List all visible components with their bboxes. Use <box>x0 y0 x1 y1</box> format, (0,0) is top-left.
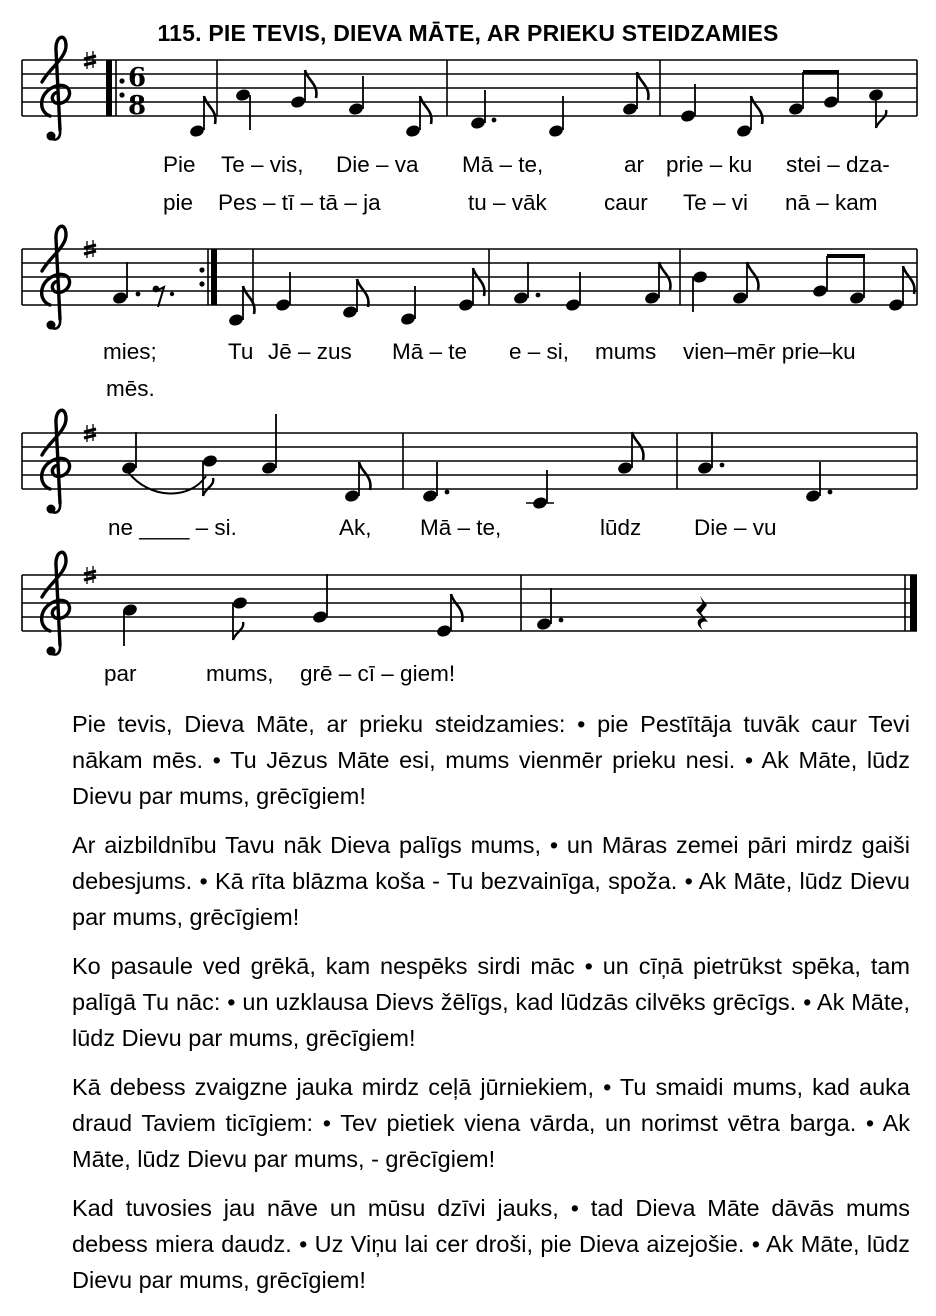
verse-2: Ar aizbildnību Tavu nāk Dieva palīgs mums, • un Māras zemei pāri mirdz gaiši debesjums. • Kā rīta blāzma koša - Tu bezvainīga, spoža. • Ak Māte, lūdz Dievu par mums, grēcīgiem! <box>72 832 910 930</box>
lyric-syllable: Te – vi <box>683 190 749 215</box>
verse-1: Pie tevis, Dieva Māte, ar prieku steidzamies: • pie Pestītāja tuvāk caur Tevi nākam mēs. • Tu Jēzus Māte esi, mums vienmēr prieku nesi. • Ak Māte, lūdz Dievu par mums, grēcīgiem! <box>72 711 910 809</box>
verse-list <box>72 706 910 1311</box>
lyric-syllable: par <box>104 661 137 686</box>
verse-5: Kad tuvosies jau nāve un mūsu dzīvi jauks, • tad Dieva Māte dāvās mums debess miera daudz. • Uz Viņu lai cer droši, pie Dieva aizejošie. • Ak Māte, lūdz Dievu par mums, grēcīgiem! <box>72 1195 910 1293</box>
lyric-syllable: vien–mēr prie–ku <box>683 339 856 364</box>
staff-system-4 <box>22 552 917 655</box>
staff-system-1 <box>22 37 917 140</box>
lyric-syllable: mums <box>595 339 657 364</box>
lyric-syllable: tu – vāk <box>468 190 547 215</box>
lyric-syllable: Mā – te <box>392 339 468 364</box>
lyric-syllable: ne ____ – si. <box>108 515 237 540</box>
lyric-syllable: caur <box>604 190 648 215</box>
lyric-syllable: lūdz <box>600 515 642 540</box>
verse-4: Kā debess zvaigzne jauka mirdz ceļā jūrniekiem, • Tu smaidi mums, kad auka draud Taviem ticīgiem: • Tev pietiek viena vārda, un norimst vētra barga. • Ak Māte, lūdz Dievu par mums, - grēcīgiem! <box>72 1074 910 1172</box>
lyric-syllable: Die – va <box>336 152 419 177</box>
verse-3: Ko pasaule ved grēkā, kam nespēks sirdi māc • un cīņā pietrūkst spēka, tam palīgā Tu nāc: • un uzklausa Dievs žēlīgs, kad lūdzās cilvēks grēcīgs. • Ak Māte, lūdz Dievu par mums, grēcīgiem! <box>72 953 910 1051</box>
time-signature-numerator: 6 <box>128 63 147 93</box>
lyric-syllable: pie <box>163 190 194 215</box>
lyric-syllable: prie – ku <box>666 152 753 177</box>
lyric-syllable: Jē – zus <box>268 339 352 364</box>
lyric-syllable: e – si, <box>509 339 570 364</box>
lyric-syllable: Mā – te, <box>420 515 502 540</box>
lyric-syllable: Pes – tī – tā – ja <box>218 190 381 215</box>
lyric-syllable: stei – dza- <box>786 152 890 177</box>
lyric-syllable: Pie <box>163 152 196 177</box>
lyric-syllable: Mā – te, <box>462 152 544 177</box>
lyric-syllable: mēs. <box>106 376 155 401</box>
lyric-syllable: grē – cī – giem! <box>300 661 456 686</box>
lyric-syllable: Tu <box>228 339 254 364</box>
lyric-syllable: Die – vu <box>694 515 777 540</box>
lyric-syllable: mies; <box>103 339 157 364</box>
lyric-syllable: Ak, <box>339 515 372 540</box>
lyric-syllable: mums, <box>206 661 274 686</box>
lyric-syllable: ar <box>624 152 645 177</box>
hymn-title: 115. PIE TEVIS, DIEVA MĀTE, AR PRIEKU STEIDZAMIES <box>157 20 779 46</box>
time-signature-denominator: 8 <box>128 91 147 121</box>
staff-system-3 <box>22 410 917 513</box>
lyric-syllable: nā – kam <box>785 190 878 215</box>
lyric-syllable: Te – vis, <box>221 152 304 177</box>
staff-system-2 <box>22 226 917 329</box>
